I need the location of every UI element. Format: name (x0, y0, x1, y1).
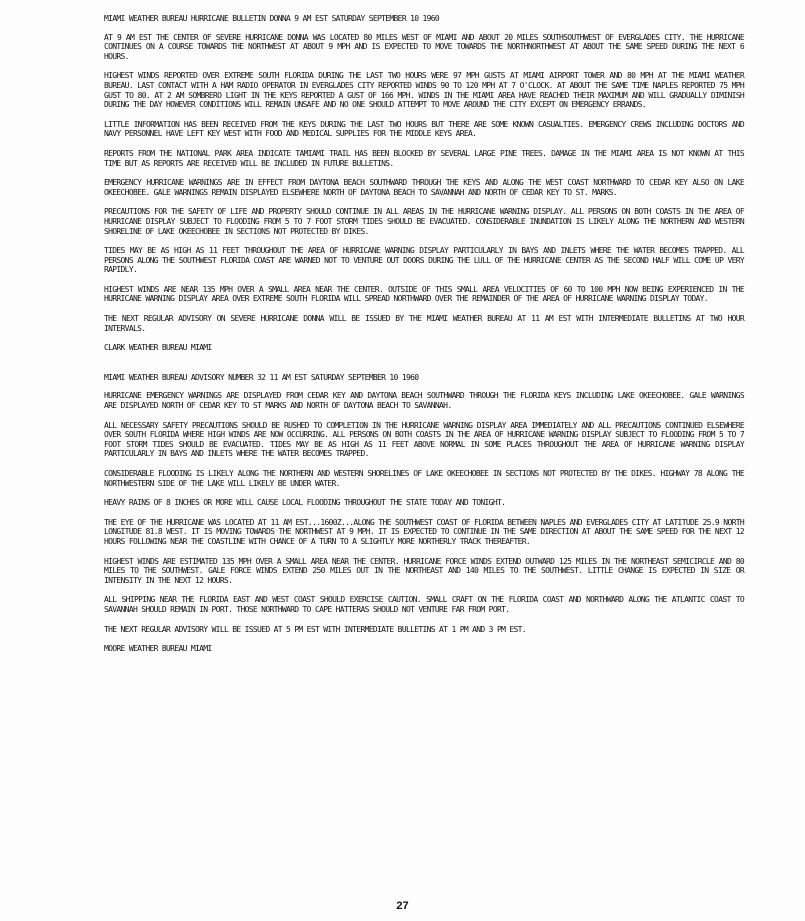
page-number: 27 (396, 900, 409, 912)
advisory-title: MIAMI WEATHER BUREAU ADVISORY NUMBER 32 11 AM EST SATURDAY SEPTEMBER 10 1960 (104, 372, 419, 382)
bulletin-paragraph: PRECAUTIONS FOR THE SAFETY OF LIFE AND PROPERTY SHOULD CONTINUE IN ALL AREAS IN THE HURRICANE WARNING DISPLAY. ALL PERSONS ON BOTH COASTS IN THE AREA OF HURRICANE DISPLAY SUBJECT TO FLOODING FROM 5 TO 7 FOOT STORM TIDES SHOULD BE EVACUATED. CONSIDERABLE INUNDATION IS LIKELY ALONG THE NORTHERN AND WESTERN SHORELINE OF LAKE OKEECHOBEE IN SECTIONS NOT PROTECTED BY DIKES. (104, 207, 744, 236)
bulletin-signature: CLARK WEATHER BUREAU MIAMI (104, 343, 212, 353)
advisory-signature: MOORE WEATHER BUREAU MIAMI (104, 644, 212, 654)
advisory-paragraph: THE NEXT REGULAR ADVISORY WILL BE ISSUED AT 5 PM EST WITH INTERMEDIATE BULLETINS AT 1 PM AND 3 PM EST. (104, 624, 526, 634)
document-body (104, 14, 744, 654)
advisory-paragraph: CONSIDERABLE FLOODING IS LIKELY ALONG THE NORTHERN AND WESTERN SHORELINES OF LAKE OKEECHOBEE IN SECTIONS NOT PROTECTED BY THE DIKES. HIGHWAY 78 ALONG THE NORTHWESTERN SIDE OF THE LAKE WILL LIKELY BE UNDER WATER. (104, 469, 744, 488)
advisory-paragraph: HEAVY RAINS OF 8 INCHES OR MORE WILL CAUSE LOCAL FLOODING THROUGHOUT THE STATE TODAY AND TONIGHT. (104, 498, 506, 508)
bulletin-paragraph: REPORTS FROM THE NATIONAL PARK AREA INDICATE TAMIAMI TRAIL HAS BEEN BLOCKED BY SEVERAL LARGE PINE TREES. DAMAGE IN THE MIAMI AREA IS NOT KNOWN AT THIS TIME BUT AS REPORTS ARE RECEIVED WILL BE INCLUDED IN FUTURE BULLETINS. (104, 148, 744, 168)
advisory-paragraph: HURRICANE EMERGENCY WARNINGS ARE DISPLAYED FROM CEDAR KEY AND DAYTONA BEACH SOUTHWARD THROUGH THE FLORIDA KEYS INCLUDING LAKE OKEECHOBEE. GALE WARNINGS ARE DISPLAYED NORTH OF CEDAR KEY TO ST MARKS AND NORTH OF DAYTONA BEACH TO SAVANNAH. (104, 391, 744, 411)
hurricane-bulletin-donna (104, 14, 744, 353)
bulletin-paragraph: EMERGENCY HURRICANE WARNINGS ARE IN EFFECT FROM DAYTONA BEACH SOUTHWARD THROUGH THE KEYS AND ALONG THE WEST COAST NORTHWARD TO CEDAR KEY ALSO ON LAKE OKEECHOBEE. GALE WARNINGS REMAIN DISPLAYED ELSEWHERE NORTH OF DAYTONA BEACH TO SAVANNAH AND NORTH OF CEDAR KEY TO ST. MARKS. (104, 178, 744, 197)
advisory-paragraph: HIGHEST WINDS ARE ESTIMATED 135 MPH OVER A SMALL AREA NEAR THE CENTER. HURRICANE FORCE WINDS EXTEND OUTWARD 125 MILES IN THE NORTHEAST SEMICIRCLE AND 80 MILES TO THE SOUTHWEST. GALE FORCE WINDS EXTEND 250 MILES OUT IN THE NORTHEAST AND 140 MILES TO THE SOUTHWEST. LITTLE CHANGE IS EXPECTED IN SIZE OR INTENSITY IN THE NEXT 12 HOURS. (104, 556, 744, 585)
advisory-paragraph: THE EYE OF THE HURRICANE WAS LOCATED AT 11 AM EST...1600Z...ALONG THE SOUTHWEST COAST OF FLORIDA BETWEEN NAPLES AND EVERGLADES CITY AT LATITUDE 25.9 NORTH LONGITUDE 81.8 WEST. IT IS MOVING TOWARDS THE NORTHWEST AT 9 MPH. IT IS EXPECTED TO CONTINUE IN THE SAME DIRECTION AT ABOUT THE SAME SPEED FOR THE NEXT 12 HOURS FOLLOWING NEAR THE COASTLINE WITH CHANCE OF A TURN TO A SLIGHTLY MORE NORTHERLY TRACK THEREAFTER. (104, 517, 744, 546)
advisory-number-32 (104, 373, 744, 654)
bulletin-paragraph: THE NEXT REGULAR ADVISORY ON SEVERE HURRICANE DONNA WILL BE ISSUED BY THE MIAMI WEATHER BUREAU AT 11 AM EST WITH INTERMEDIATE BULLETINS AT TWO HOUR INTERVALS. (104, 314, 744, 333)
bulletin-paragraph: TIDES MAY BE AS HIGH AS 11 FEET THROUGHOUT THE AREA OF HURRICANE WARNING DISPLAY PARTICULARLY IN BAYS AND INLETS WHERE THE WATER BECOMES TRAPPED. ALL PERSONS ALONG THE SOUTHWEST FLORIDA COAST ARE WARNED NOT TO VENTURE OUT DOORS DURING THE LULL OF THE HURRICANE CENTER AS THE SECOND HALF WILL COME UP VERY RAPIDLY. (104, 246, 744, 275)
advisory-paragraph: ALL NECESSARY SAFETY PRECAUTIONS SHOULD BE RUSHED TO COMPLETION IN THE HURRICANE WARNING DISPLAY AREA IMMEDIATELY AND ALL PRECAUTIONS CONTINUED ELSEWHERE OVER SOUTH FLORIDA WHERE HIGH WINDS ARE NOW OCCURRING. ALL PERSONS ON BOTH COASTS IN THE AREA OF HURRICANE WARNING DISPLAY SUBJECT TO FLOODING FROM 5 TO 7 FOOT STORM TIDES SHOULD BE EVACUATED. TIDES MAY BE AS HIGH AS 11 FEET ABOVE NORMAL IN SOME PLACES THROUGHOUT THE AREA OF HURRICANE WARNING DISPLAY PARTICULARLY IN BAYS AND INLETS WHERE THE WATER BECOMES TRAPPED. (104, 420, 744, 459)
bulletin-paragraph: AT 9 AM EST THE CENTER OF SEVERE HURRICANE DONNA WAS LOCATED 80 MILES WEST OF MIAMI AND ABOUT 20 MILES SOUTHSOUTHWEST OF EVERGLADES CITY. THE HURRICANE CONTINUES ON A COURSE TOWARDS THE NORTHWEST AT ABOUT 9 MPH AND IS EXPECTED TO MOVE TOWARDS THE NORTHNORTHWEST AT ABOUT THE SAME SPEED DURING THE NEXT 6 HOURS. (104, 32, 744, 61)
bulletin-title: MIAMI WEATHER BUREAU HURRICANE BULLETIN DONNA 9 AM EST SATURDAY SEPTEMBER 10 1960 (104, 14, 440, 23)
advisory-paragraph: ALL SHIPPING NEAR THE FLORIDA EAST AND WEST COAST SHOULD EXERCISE CAUTION. SMALL CRAFT ON THE FLORIDA COAST AND NORTHWARD ALONG THE ATLANTIC COAST TO SAVANNAH SHOULD REMAIN IN PORT. THOSE NORTHWARD TO CAPE HATTERAS SHOULD NOT VENTURE FAR FROM PORT. (104, 595, 744, 614)
bulletin-paragraph: LITTLE INFORMATION HAS BEEN RECEIVED FROM THE KEYS DURING THE LAST TWO HOURS BUT THERE ARE SOME KNOWN CASUALTIES. EMERGENCY CREWS INCLUDING DOCTORS AND NAVY PERSONNEL HAVE LEFT KEY WEST WITH FOOD AND MEDICAL SUPPLIES FOR THE MIDDLE KEYS AREA. (104, 119, 744, 139)
section-spacer (104, 353, 744, 373)
bulletin-paragraph: HIGHEST WINDS REPORTED OVER EXTREME SOUTH FLORIDA DURING THE LAST TWO HOURS WERE 97 MPH GUSTS AT MIAMI AIRPORT TOWER AND 80 MPH AT THE MIAMI WEATHER BUREAU. LAST CONTACT WITH A HAM RADIO OPERATOR IN EVERGLADES CITY REPORTED WINDS 90 TO 120 MPH AT 7 O'CLOCK. AT ABOUT THE SAME TIME NAPLES REPORTED 75 MPH GUST TO 80. AT 2 AM SOMBRERO LIGHT IN THE KEYS REPORTED A GUST OF 166 MPH. WINDS IN THE MIAMI AREA HAVE REACHED THEIR MAXIMUM AND WILL GRADUALLY DIMINISH DURING THE DAY HOWEVER CONDITIONS WILL REMAIN UNSAFE AND NO ONE SHOULD ATTEMPT TO MOVE AROUND THE CITY EXCEPT ON EMERGENCY ERRANDS. (104, 71, 744, 110)
bulletin-paragraph: HIGHEST WINDS ARE NEAR 135 MPH OVER A SMALL AREA NEAR THE CENTER. OUTSIDE OF THIS SMALL AREA VELOCITIES OF 60 TO 100 MPH NOW BEING EXPERIENCED IN THE HURRICANE WARNING DISPLAY AREA OVER EXTREME SOUTH FLORIDA WILL SPREAD NORTHWARD OVER THE REMAINDER OF THE AREA OF HURRICANE WARNING DISPLAY TODAY. (104, 284, 744, 304)
